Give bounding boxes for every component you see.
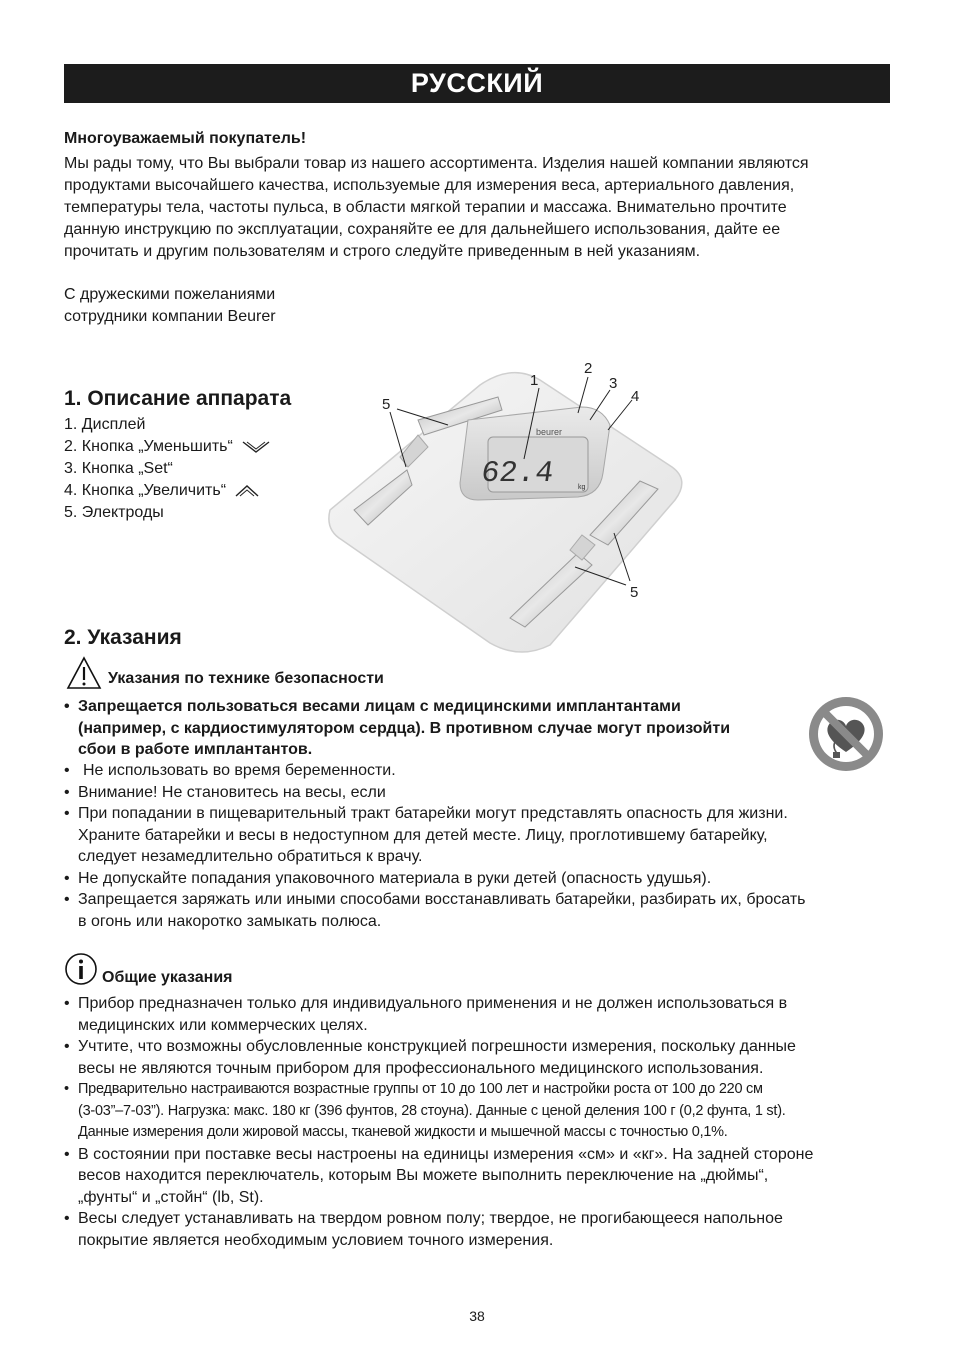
safety-bold-warning [64, 696, 784, 761]
list-item: • При попадании в пищеварительный тракт батарейки могут представлять опасность для жизни. Храните батарейки и весы в недоступном для детей месте. Лицу, проглотившему батарейку, следует незамедлительно обратиться к врачу. [64, 803, 894, 868]
brand-label: beurer [536, 427, 563, 437]
list-item: 1. Дисплей [64, 416, 146, 433]
lcd-unit: kg [578, 484, 586, 491]
closing [64, 284, 276, 328]
callout-number: 5 [630, 584, 639, 601]
device-parts-list [64, 414, 271, 524]
general-list [64, 993, 894, 1251]
warning-triangle-icon [66, 656, 102, 690]
chevron-down-icon [241, 440, 271, 454]
info-icon [64, 952, 98, 986]
list-item: • Не использовать во время беременности. [64, 760, 894, 782]
list-item: • Прибор предназначен только для индивидуального применения и не должен использоваться в медицинских или коммерческих целях. [64, 993, 894, 1036]
safety-list [64, 760, 894, 932]
page-number: 38 [469, 1308, 485, 1324]
list-item: • Внимание! Не становитесь на весы, если [64, 782, 894, 804]
list-item: • Запрещается пользоваться весами лицам с медицинскими имплантантами (например, с кардиостимулятором сердца). В противном случае могут произойти сбои в работе имплантантов. [64, 696, 784, 761]
intro-line: прочитать и другим пользователям и строго следуйте приведенным в ней указаниям. [64, 243, 701, 260]
list-item: 4. Кнопка „Увеличить“ [64, 480, 271, 502]
language-title: РУССКИЙ [410, 68, 544, 98]
callout-number: 4 [631, 388, 640, 405]
callout-number: 5 [382, 396, 391, 413]
callout-number: 3 [609, 375, 618, 392]
list-item: 2. Кнопка „Уменьшить“ [64, 436, 271, 458]
list-item: 5. Электроды [64, 504, 164, 521]
intro-line: Мы рады тому, что Вы выбрали товар из нашего ассортимента. Изделия нашей компании являются [64, 155, 809, 172]
closing-line: сотрудники компании Beurer [64, 308, 276, 325]
callout-line [608, 400, 632, 430]
callout-number: 2 [584, 360, 593, 377]
safety-subheading: Указания по технике безопасности [108, 670, 384, 687]
list-item: • Запрещается заряжать или иными способами восстанавливать батарейки, разбирать их, бросать в огонь или накоротко замыкать полюса. [64, 889, 894, 932]
list-item: • Предварительно настраиваются возрастные группы от 10 до 100 лет и настройки роста от 100 до 220 см (3-03”–7-03”). Нагрузка: макс. 180 кг (396 фунтов, 28 стоуна). Данные с ценой деления 100 г (0,2 фунта, 1 st). Данные измерения доли жировой массы, тканевой жидкости и мышечной массы с точностью 0,1%. [64, 1079, 894, 1144]
intro-line: продуктами высочайшего качества, используемые для измерения веса, артериального давления, [64, 177, 795, 194]
intro-paragraph [64, 153, 809, 263]
closing-line: С дружескими пожеланиями [64, 286, 276, 303]
scale-illustration [320, 355, 700, 660]
callout-number: 1 [530, 372, 539, 389]
section-title-notes: 2. Указания [64, 626, 182, 649]
chevron-up-icon [234, 484, 260, 498]
lcd-reading: 62.4 [478, 457, 556, 491]
list-item: • Не допускайте попадания упаковочного материала в руки детей (опасность удушья). [64, 868, 894, 890]
greeting: Многоуважаемый покупатель! [64, 130, 307, 147]
general-subheading: Общие указания [102, 969, 233, 986]
intro-line: данную инструкцию по эксплуатации, сохраняйте ее для дальнейшего использования, дайте ее [64, 221, 781, 238]
section-title-device: 1. Описание аппарата [64, 387, 292, 410]
intro-line: температуры тела, частоты пульса, в области мягкой терапии и массажа. Внимательно прочтите [64, 199, 787, 216]
list-item: • Учтите, что возможны обусловленные конструкцией погрешности измерения, поскольку данные весы не являются точным прибором для профессионального медицинского использования. [64, 1036, 894, 1079]
language-header-bar [64, 64, 890, 103]
list-item: 3. Кнопка „Set“ [64, 460, 173, 477]
list-item: • В состоянии при поставке весы настроены на единицы измерения «см» и «кг». На задней стороне весов находится переключатель, которым Вы можете выполнить переключение на „дюймы“, „фунты“ и „стойн“ (lb, St). [64, 1144, 894, 1209]
list-item: • Весы следует устанавливать на твердом ровном полу; твердое, не прогибающееся напольное покрытие является необходимым условием точного измерения. [64, 1208, 894, 1251]
